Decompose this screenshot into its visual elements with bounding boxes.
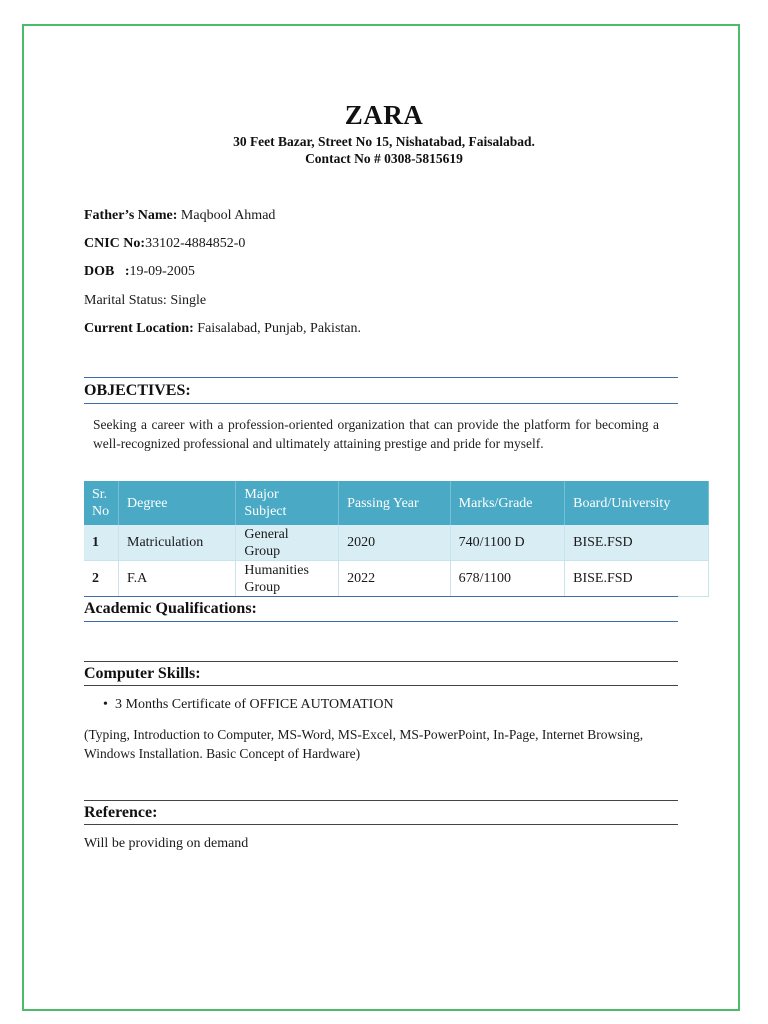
table-cell-year: 2020 (339, 525, 451, 561)
reference-text: Will be providing on demand (84, 836, 249, 851)
table-cell-degree: Matriculation (119, 525, 236, 561)
contact-line: Contact No # 0308-5815619 (305, 151, 463, 166)
father-name-line (84, 208, 275, 224)
table-cell-degree: F.A (119, 561, 236, 597)
reference-bottom-rule (84, 824, 678, 825)
col-header-sr-no (84, 481, 119, 525)
skills-top-rule (84, 661, 678, 662)
cnic-label: CNIC No: (84, 236, 146, 251)
current-location-label: Current Location: (84, 321, 194, 336)
col-header-board-university-text: Board/University (573, 495, 671, 511)
dob-line (84, 264, 195, 280)
table-cell-board: BISE.FSD (565, 525, 709, 561)
current-location-line (84, 321, 361, 337)
table-cell-sr: 2 (84, 561, 119, 597)
dob-label: DOB : (84, 264, 130, 279)
bullet-icon: • (103, 697, 108, 712)
table-cell-subject (236, 525, 339, 561)
col-header-degree (119, 481, 236, 525)
col-header-passing-year (339, 481, 451, 525)
marital-status-line: Marital Status: Single (84, 293, 207, 308)
academic-top-rule (84, 596, 678, 597)
dob-value: 19-09-2005 (129, 264, 195, 279)
qualifications-table (84, 481, 709, 597)
col-header-degree-text: Degree (127, 495, 168, 511)
candidate-name: ZARA (344, 100, 424, 130)
academic-bottom-rule (84, 621, 678, 622)
table-cell-subject-text: Humanities Group (244, 562, 309, 595)
table-header-row (84, 481, 709, 525)
col-header-major-subject-text: Major Subject (244, 487, 287, 519)
table-row (84, 525, 709, 561)
reference-title: Reference: (84, 804, 158, 821)
skills-detail-text: (Typing, Introduction to Computer, MS-Word, MS-Excel, MS-PowerPoint, In-Page, Internet Browsing, Windows Installation. Basic Concept of Hardware) (84, 727, 644, 761)
col-header-board-university (565, 481, 709, 525)
reference-top-rule (84, 800, 678, 801)
table-cell-subject (236, 561, 339, 597)
current-location-value: Faisalabad, Punjab, Pakistan. (193, 321, 361, 336)
col-header-marks-grade (450, 481, 564, 525)
col-header-sr-no-text: Sr. No (92, 487, 110, 519)
col-header-passing-year-text: Passing Year (347, 495, 419, 511)
col-header-major-subject (236, 481, 339, 525)
cnic-line (84, 236, 245, 252)
academic-title: Academic Qualifications: (84, 600, 257, 617)
table-cell-marks: 678/1100 (450, 561, 564, 597)
objectives-title: OBJECTIVES: (84, 382, 191, 399)
table-cell-marks: 740/1100 D (450, 525, 564, 561)
table-row (84, 561, 709, 597)
objectives-top-rule (84, 377, 678, 378)
skill-bullet-item: 3 Months Certificate of OFFICE AUTOMATION (115, 697, 394, 712)
table-cell-board: BISE.FSD (565, 561, 709, 597)
skills-bottom-rule (84, 685, 678, 686)
objectives-bottom-rule (84, 403, 678, 404)
father-name-value: Maqbool Ahmad (177, 208, 276, 223)
computer-skills-title: Computer Skills: (84, 665, 201, 682)
table-cell-sr: 1 (84, 525, 119, 561)
col-header-marks-grade-text: Marks/Grade (458, 495, 533, 511)
objectives-text: Seeking a career with a profession-oriented organization that can provide the platform for becoming a well-recognized professional and ultimately attaining prestige and pride for myself. (93, 417, 659, 451)
address-line: 30 Feet Bazar, Street No 15, Nishatabad, Faisalabad. (233, 134, 535, 149)
table-cell-year: 2022 (339, 561, 451, 597)
table-cell-subject-text: General Group (244, 526, 289, 559)
father-name-label: Father’s Name: (84, 208, 178, 223)
cnic-value: 33102-4884852-0 (145, 236, 246, 251)
